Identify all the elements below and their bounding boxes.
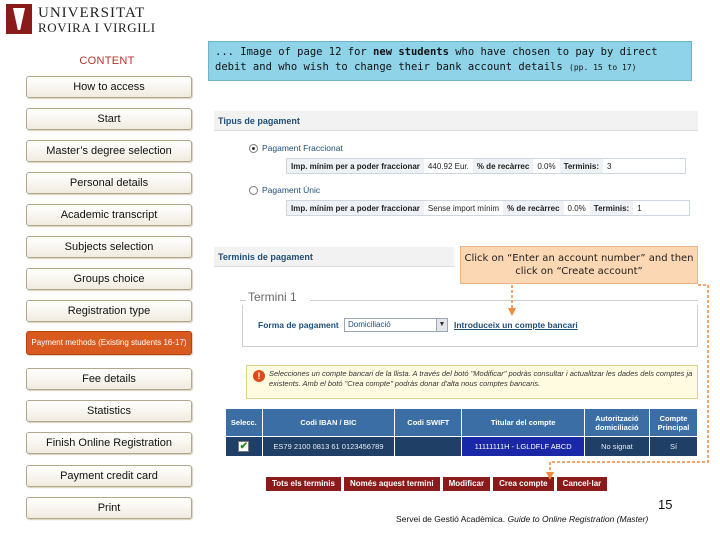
university-logo <box>6 4 166 36</box>
modify-button[interactable]: Modificar <box>443 477 491 491</box>
table-row[interactable] <box>226 437 698 457</box>
sidebar-item-start[interactable]: Start <box>26 108 192 130</box>
warning-icon: ! <box>253 370 265 382</box>
row-iban: ES79 2100 0813 61 0123456789 <box>262 437 395 457</box>
logo-line-1: UNIVERSITAT <box>38 5 146 21</box>
sidebar-item-statistics[interactable]: Statistics <box>26 400 192 422</box>
radio-single-payment[interactable] <box>249 186 258 195</box>
action-buttons <box>266 477 607 491</box>
sidebar-item-how-to-access[interactable]: How to access <box>26 76 192 98</box>
split-terms-label: Terminis: <box>560 159 603 173</box>
sidebar-item-payment-credit-card[interactable]: Payment credit card <box>26 465 192 487</box>
note-text-2: who have chosen to pay by direct debit and who wish to change their bank account details <box>215 46 658 73</box>
col-holder: Titular del compte <box>462 409 584 437</box>
sidebar-item-academic-transcript[interactable]: Academic transcript <box>26 204 192 226</box>
sidebar-item-payment-methods[interactable]: Payment methods (Existing students 16-17) <box>26 331 192 355</box>
split-payment-label: Pagament Fraccionat <box>262 143 343 153</box>
this-term-button[interactable]: Només aquest termini <box>344 477 440 491</box>
split-surcharge-value: 0.0% <box>537 161 556 171</box>
sidebar-item-print[interactable]: Print <box>26 497 192 519</box>
logo-line-2: ROVIRA I VIRGILI <box>38 20 156 35</box>
split-min-label: Imp. mínim per a poder fraccionar <box>287 159 424 173</box>
page-description-note <box>208 41 692 81</box>
accounts-table <box>225 408 698 457</box>
create-account-button[interactable]: Crea compte <box>493 477 553 491</box>
row-select-cell[interactable] <box>226 437 263 457</box>
university-emblem-icon <box>6 4 32 34</box>
term-legend: Termini 1 <box>248 290 297 304</box>
sidebar-item-masters-degree-selection[interactable]: Master’s degree selection <box>26 140 192 162</box>
sidebar-item-personal-details[interactable]: Personal details <box>26 172 192 194</box>
single-min-value: Sense import mínim <box>427 203 500 213</box>
row-authorized: No signat <box>584 437 649 457</box>
account-warning-text: Selecciones un compte bancari de la llista. A través del botó "Modificar" podràs consultar i actualitzar les dades dels comptes ja existents. Amb el botó "Crea compte" podràs donar d'alta nous comptes bancaris. <box>269 369 693 388</box>
fieldset-top-line-right <box>310 300 698 301</box>
col-main: Compte Principal <box>650 409 698 437</box>
row-main: Sí <box>650 437 698 457</box>
sidebar-item-groups-choice[interactable]: Groups choice <box>26 268 192 290</box>
single-surcharge-label: % de recàrrec <box>503 201 563 215</box>
single-payment-details <box>286 200 690 216</box>
sidebar-item-registration-type[interactable]: Registration type <box>26 300 192 322</box>
chevron-down-icon: ▼ <box>436 319 447 331</box>
table-header-row <box>226 409 698 437</box>
single-terms-value: 1 <box>637 203 642 213</box>
page-number: 15 <box>658 497 673 512</box>
payment-form-label: Forma de pagament <box>258 320 339 330</box>
footer-guide: Guide to Online Registration (Master) <box>507 514 649 524</box>
account-warning-box <box>246 365 698 399</box>
row-swift <box>395 437 462 457</box>
split-terms-value: 3 <box>606 161 612 171</box>
payment-terms-header: Terminis de pagament <box>214 247 454 267</box>
single-min-label: Imp. mínim per a poder fraccionar <box>287 201 424 215</box>
sidebar-item-finish-online-registration[interactable]: Finish Online Registration <box>26 432 192 454</box>
single-payment-label: Pagament Únic <box>262 185 321 195</box>
note-page-range: (pp. 15 to 17) <box>569 63 637 72</box>
col-iban: Codi IBAN / BIC <box>262 409 395 437</box>
enter-account-link[interactable]: Introduceix un compte bancari <box>454 320 578 330</box>
footer-service: Servei de Gestió Acadèmica. <box>396 514 508 524</box>
split-min-value: 440.92 Eur. <box>427 161 469 171</box>
payment-types-header: Tipus de pagament <box>214 111 698 131</box>
payment-form-select[interactable] <box>344 318 448 332</box>
cancel-button[interactable]: Cancel·lar <box>557 477 608 491</box>
note-text-1: ... Image of page 12 for <box>215 46 374 58</box>
checkmark-icon[interactable]: ✔ <box>239 441 249 452</box>
single-terms-label: Terminis: <box>590 201 633 215</box>
footer-credit <box>396 514 648 524</box>
col-authorized: Autorització domiciliació <box>584 409 649 437</box>
payment-form-value: Domiciliació <box>348 320 391 329</box>
all-terms-button[interactable]: Tots els terminis <box>266 477 341 491</box>
sidebar-item-subjects-selection[interactable]: Subjects selection <box>26 236 192 258</box>
radio-split-payment[interactable] <box>249 144 258 153</box>
single-surcharge-value: 0.0% <box>567 203 586 213</box>
sidebar-item-fee-details[interactable]: Fee details <box>26 368 192 390</box>
note-text-bold: new students <box>373 46 449 58</box>
split-surcharge-label: % de recàrrec <box>473 159 533 173</box>
sidebar-title: CONTENT <box>79 55 135 67</box>
col-select: Selecc. <box>226 409 263 437</box>
row-holder: 11111111H - LGLDFLF ABCD <box>462 437 584 457</box>
col-swift: Codi SWIFT <box>395 409 462 437</box>
split-payment-details <box>286 158 686 174</box>
instruction-callout: Click on “Enter an account number” and then click on “Create account” <box>460 246 698 284</box>
